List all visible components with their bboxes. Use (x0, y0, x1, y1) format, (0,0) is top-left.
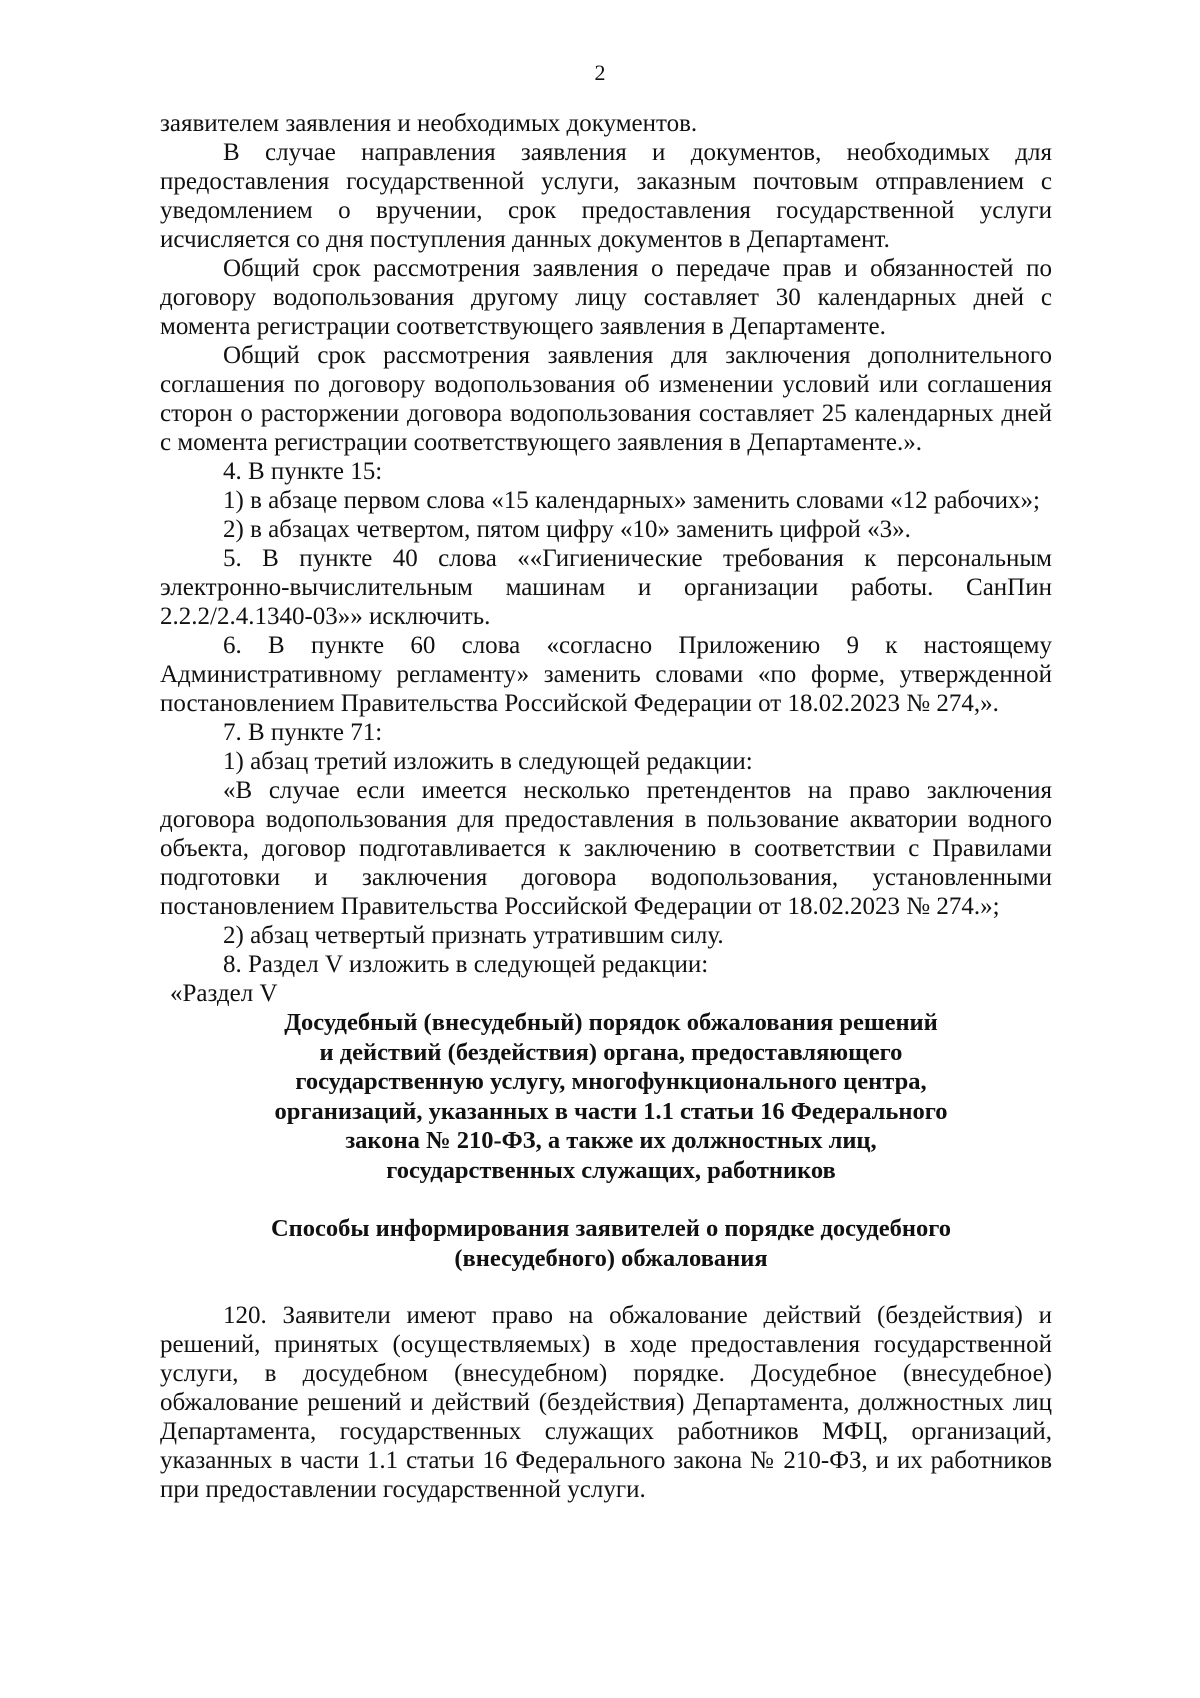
paragraph: 1) абзац третий изложить в следующей редакции: (223, 748, 753, 775)
title-line: Способы информирования заявителей о порядке досудебного (270, 1215, 952, 1242)
document-body (160, 109, 1052, 1504)
paragraph: В случае направления заявления и документов, необходимых для предоставления государственной услуги, заказным почтовым отправлением с уведомлением о вручении, срок предоставления государственной услуги исчисляется со дня поступления данных документов в Департамент. (160, 139, 1052, 253)
paragraph: 5. В пункте 40 слова ««Гигиенические требования к персональным электронно-вычислительным машинам и организации работы. СанПин 2.2.2/2.4.1340-03»» исключить. (160, 545, 1052, 630)
title-line: и действий (бездействия) органа, предоставляющего (319, 1038, 903, 1066)
title-line: организаций, указанных в части 1.1 статьи 16 Федерального (274, 1097, 948, 1125)
paragraph: 6. В пункте 60 слова «согласно Приложению 9 к настоящему Административному регламенту» заменить словами «по форме, утвержденной постановлением Правительства Российской Федерации от 18.02.2023 № 274,». (160, 632, 1052, 717)
section-label: «Раздел V (170, 980, 278, 1007)
page-number: 2 (594, 60, 606, 85)
title-line: закона № 210-ФЗ, а также их должностных лиц, (345, 1127, 877, 1154)
paragraph: 2) в абзацах четвертом, пятом цифру «10» заменить цифрой «3». (223, 516, 911, 543)
paragraph: Общий срок рассмотрения заявления о передаче прав и обязанностей по договору водопользования другому лицу составляет 30 календарных дней с момента регистрации соответствующего заявления в Департаменте. (160, 255, 1052, 340)
paragraph: Общий срок рассмотрения заявления для заключения дополнительного соглашения по договору водопользования об изменении условий или соглашения сторон о расторжении договора водопользования составляет 25 календарных дней с момента регистрации соответствующего заявления в Департаменте.». (160, 342, 1052, 456)
title-line: государственных служащих, работников (386, 1156, 836, 1184)
paragraph: 8. Раздел V изложить в следующей редакции: (223, 951, 709, 978)
paragraph: «В случае если имеется несколько претендентов на право заключения договора водопользования для предоставления в пользование акватории водного объекта, договор подготавливается к заключению в соответствии с Правилами подготовки и заключения договора водопользования, установленными постановлением Правительства Российской Федерации от 18.02.2023 № 274.»; (160, 777, 1052, 920)
paragraph: 120. Заявители имеют право на обжалование действий (бездействия) и решений, принятых (осуществляемых) в ходе предоставления государственной услуги, в досудебном (внесудебном) порядке. Досудебное (внесудебное) обжалование решений и действий (бездействия) Департамента, должностных лиц Департамента, государственных служащих работников МФЦ, организаций, указанных в части 1.1 статьи 16 Федерального закона № 210-ФЗ, и их работников при предоставлении государственной услуги. (160, 1302, 1052, 1503)
paragraph: заявителем заявления и необходимых документов. (160, 110, 698, 137)
section-title (160, 1008, 1052, 1185)
spacer (160, 1273, 1052, 1301)
paragraph: 1) в абзаце первом слова «15 календарных» заменить словами «12 рабочих»; (223, 487, 1040, 514)
paragraph: 2) абзац четвертый признать утратившим силу. (223, 922, 724, 949)
amendment-paragraphs (160, 109, 1052, 979)
title-line: (внесудебного) обжалования (454, 1244, 768, 1272)
section-paragraphs (160, 1301, 1052, 1504)
subsection-title (160, 1214, 1052, 1273)
paragraph: 4. В пункте 15: (223, 458, 383, 485)
paragraph: 7. В пункте 71: (223, 719, 383, 746)
title-line: Досудебный (внесудебный) порядок обжалования решений (284, 1009, 938, 1036)
title-line: государственную услугу, многофункционального центра, (295, 1068, 927, 1095)
